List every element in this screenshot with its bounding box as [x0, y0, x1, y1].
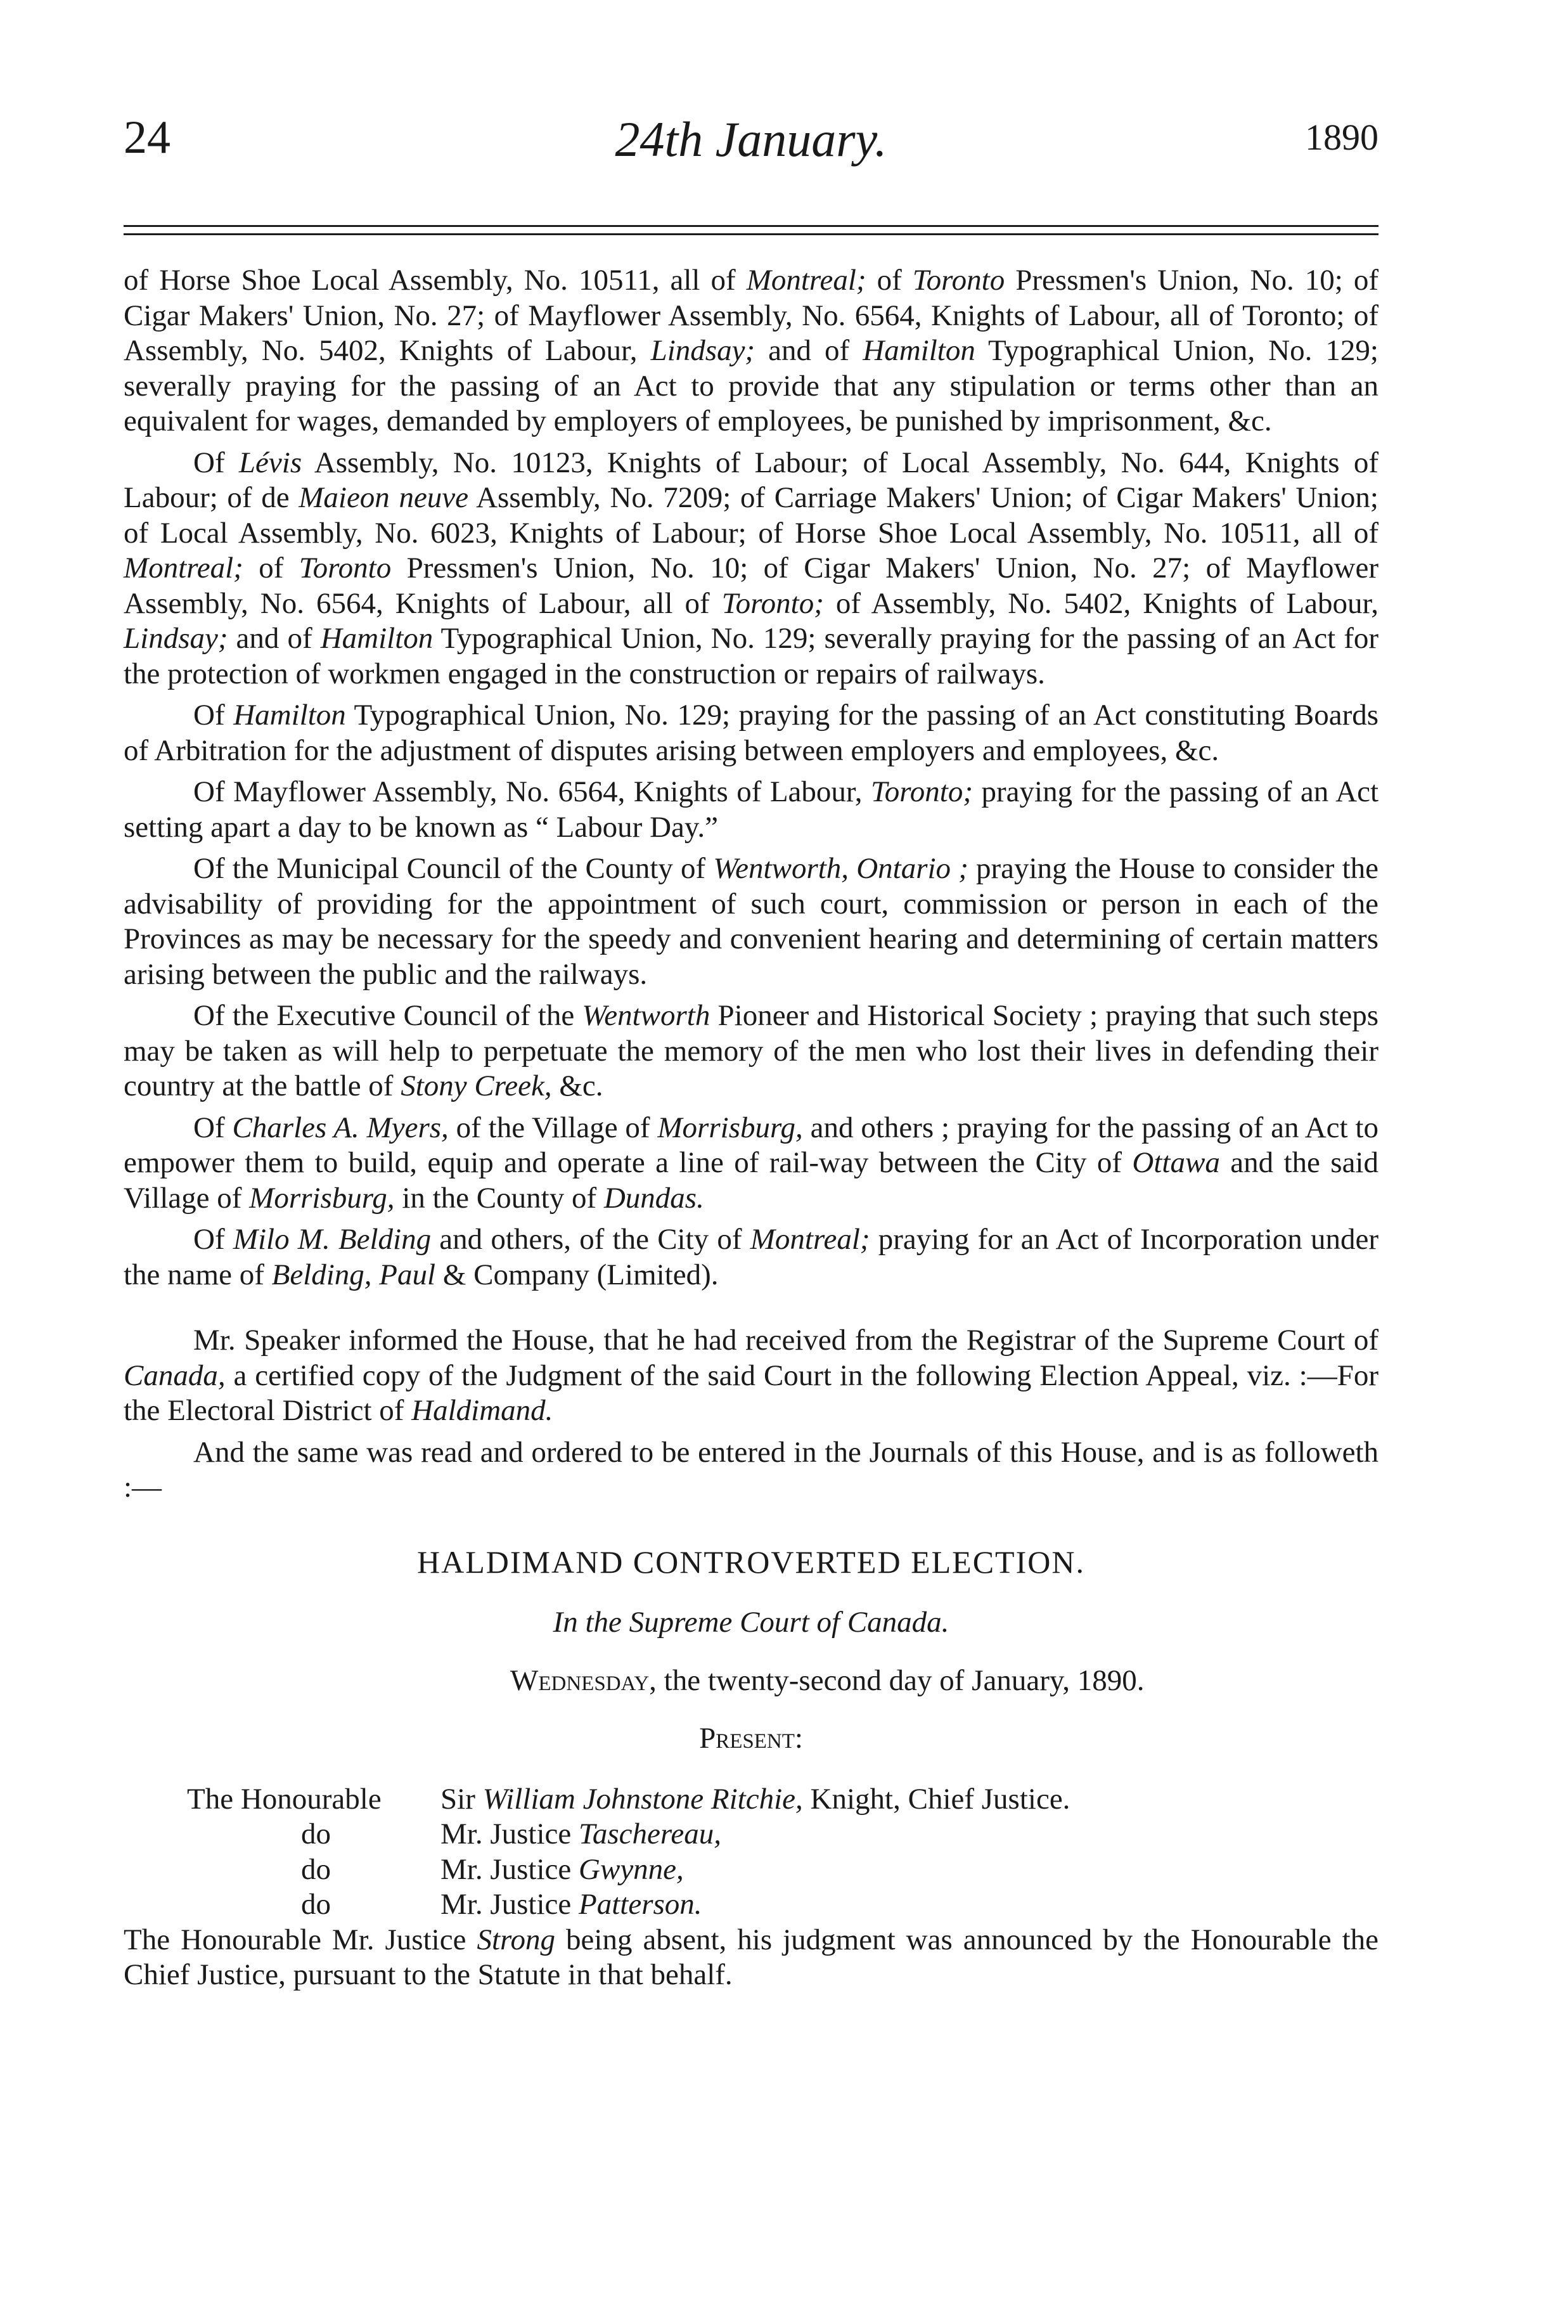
judge-title: do	[301, 1852, 331, 1886]
judges-list	[124, 1782, 1378, 1923]
petition-paragraph: Of Mayflower Assembly, No. 6564, Knights of Labour, Toronto; praying for the passing of an Act setting apart a day to be known as “ Labour Day.”	[124, 775, 1379, 844]
petition-paragraph: Of the Municipal Council of the County of Wentworth, Ontario ; praying the House to consider the advisability of providing for the appointment of such court, commission or person in each of the Provinces as may be necessary for the speedy and convenient hearing and determining of certain matters arising between the public and the railways.	[124, 852, 1379, 991]
judge-row	[124, 1852, 1378, 1888]
judge-name: Mr. Justice Taschereau,	[440, 1817, 722, 1850]
page-body	[124, 263, 1378, 1993]
header-year: 1890	[1305, 117, 1378, 158]
judge-row	[124, 1887, 1378, 1923]
page-header	[124, 111, 1378, 187]
judge-title: do	[301, 1817, 331, 1850]
running-title: 24th January.	[615, 112, 887, 167]
petition-paragraph: Of Milo M. Belding and others, of the City of Montreal; praying for an Act of Incorporation under the name of Belding, Paul & Company (Limited).	[124, 1223, 1378, 1291]
dateline	[124, 1663, 1378, 1699]
judge-row	[124, 1782, 1378, 1817]
entry-paragraph: And the same was read and ordered to be entered in the Journals of this House, and is as followeth :—	[124, 1435, 1378, 1504]
present-colon: :	[794, 1722, 803, 1755]
dateline-day: Wednesday	[510, 1663, 650, 1697]
judge-name: Sir William Johnstone Ritchie, Knight, Chief Justice.	[440, 1782, 1070, 1816]
present-label	[124, 1721, 1378, 1757]
speaker-paragraph: Mr. Speaker informed the House, that he had received from the Registrar of the Supreme Court of Canada, a certified copy of the Judgment of the said Court in the following Election Appeal, viz. :—For the Electoral District of Haldimand.	[124, 1324, 1378, 1427]
section-heading: HALDIMAND CONTROVERTED ELECTION.	[417, 1544, 1085, 1580]
petition-paragraph: Of the Executive Council of the Wentworth Pioneer and Historical Society ; praying that such steps may be taken as will help to perpetuate the memory of the men who lost their lives in defending their country at the battle of Stony Creek, &c.	[124, 999, 1378, 1102]
header-rule-bottom	[124, 233, 1378, 235]
court-name: In the Supreme Court of Canada.	[553, 1606, 949, 1639]
petition-paragraph: Of Hamilton Typographical Union, No. 129; praying for the passing of an Act constituting Boards of Arbitration for the adjustment of disputes arising between employers and employees, &c.	[124, 699, 1379, 767]
judge-row	[124, 1817, 1378, 1852]
present-word: Present	[699, 1722, 795, 1755]
header-rule-top	[124, 225, 1378, 227]
page-number: 24	[124, 112, 170, 164]
dateline-rest: , the twenty-second day of January, 1890.	[649, 1663, 1145, 1697]
petition-paragraph: Of Lévis Assembly, No. 10123, Knights of Labour; of Local Assembly, No. 644, Knights of Labour; of de Maieon neuve Assembly, No. 7209; of Carriage Makers' Union; of Cigar Makers' Union; of Local Assembly, No. 6023, Knights of Labour; of Horse Shoe Local Assembly, No. 10511, all of Montreal; of Toronto Pressmen's Union, No. 10; of Cigar Makers' Union, No. 27; of Mayflower Assembly, No. 6564, Knights of Labour, all of Toronto; of Assembly, No. 5402, Knights of Labour, Lindsay; and of Hamilton Typographical Union, No. 129; severally praying for the passing of an Act for the protection of workmen engaged in the construction or repairs of railways.	[124, 446, 1379, 690]
closing-paragraph: The Honourable Mr. Justice Strong being absent, his judgment was announced by the Honourable the Chief Justice, pursuant to the Statute in that behalf.	[124, 1923, 1378, 1991]
judge-title: The Honourable	[187, 1782, 382, 1816]
petition-paragraph: of Horse Shoe Local Assembly, No. 10511, all of Montreal; of Toronto Pressmen's Union, No. 10; of Cigar Makers' Union, No. 27; of Mayflower Assembly, No. 6564, Knights of Labour, all of Toronto; of Assembly, No. 5402, Knights of Labour, Lindsay; and of Hamilton Typographical Union, No. 129; severally praying for the passing of an Act to provide that any stipulation or terms other than an equivalent for wages, demanded by employers of employees, be punished by imprisonment, &c.	[124, 264, 1378, 437]
judge-name: Mr. Justice Gwynne,	[440, 1852, 684, 1886]
judge-name: Mr. Justice Patterson.	[440, 1888, 702, 1921]
petition-paragraph: Of Charles A. Myers, of the Village of Morrisburg, and others ; praying for the passing of an Act to empower them to build, equip and operate a line of rail-way between the City of Ottawa and the said Village of Morrisburg, in the County of Dundas.	[124, 1111, 1378, 1215]
judge-title: do	[301, 1888, 331, 1921]
